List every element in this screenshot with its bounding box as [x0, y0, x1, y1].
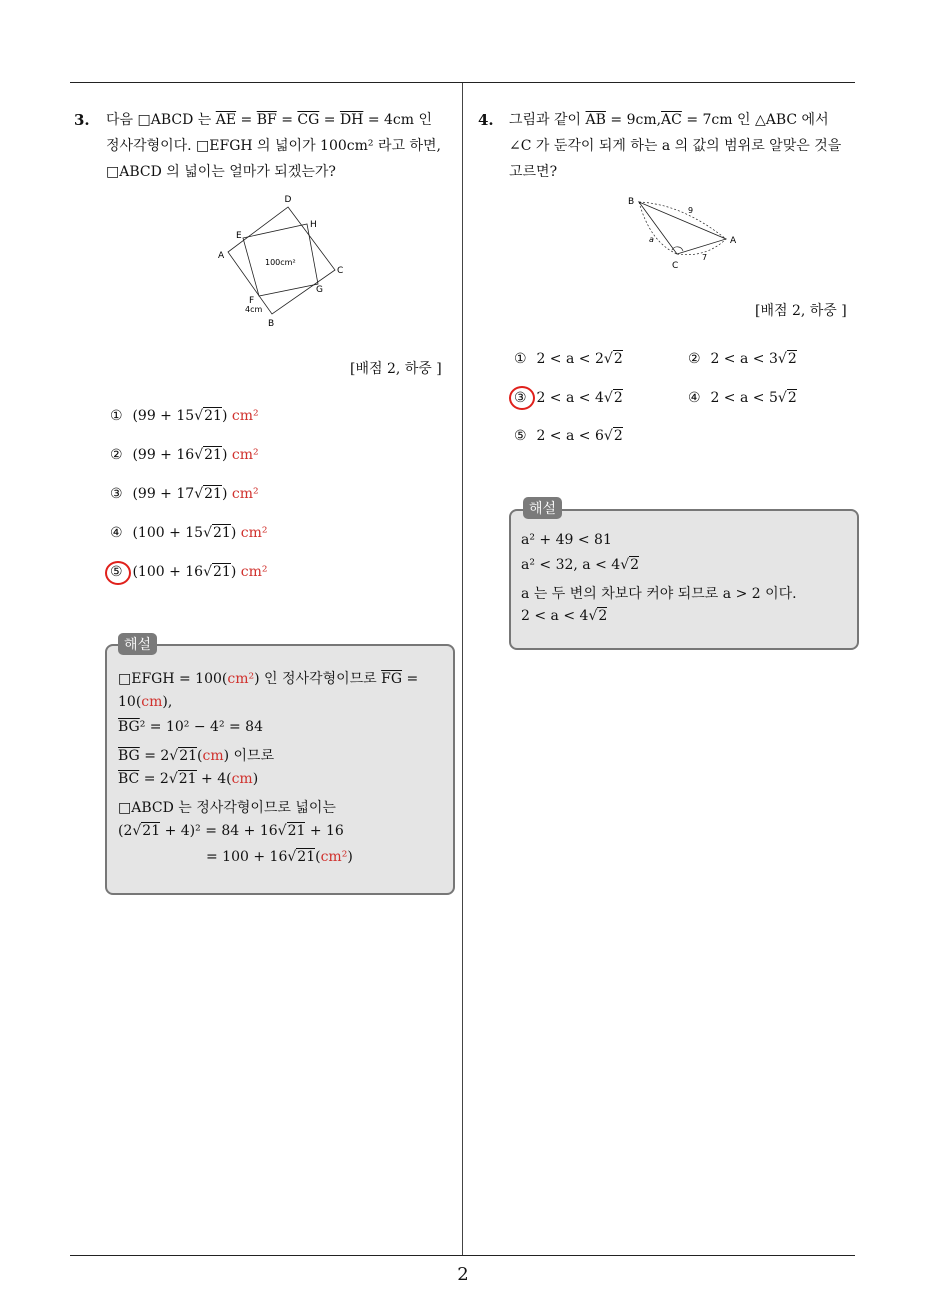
q3-eq-1: =: [240, 112, 253, 128]
q3-choice-1[interactable]: ① (99 + 15√21) cm²: [110, 408, 259, 424]
label-h: H: [310, 220, 317, 230]
sol-text: = 2: [143, 771, 169, 787]
choice-expr: 2 < a < 6: [536, 428, 604, 444]
choice-number: ④: [688, 390, 701, 406]
side-label-ab: 9: [688, 206, 694, 215]
choice-number: ①: [514, 351, 527, 367]
sol-root: 21: [297, 849, 316, 865]
choice-root: 2: [613, 351, 623, 367]
q3-sol-line-1: [118, 668, 418, 688]
choice-number: ②: [110, 447, 123, 463]
q3-choice-3[interactable]: ③ (99 + 17√21) cm²: [110, 486, 259, 502]
q3-choice-5[interactable]: ⑤ (100 + 16√21) cm²: [110, 564, 268, 580]
sol-text: (: [315, 849, 321, 865]
choice-unit: cm²: [240, 525, 268, 541]
choice-unit: cm²: [231, 408, 259, 424]
q4-choice-2[interactable]: ② 2 < a < 3√2: [688, 351, 797, 367]
choice-expr: 2 < a < 3: [710, 351, 778, 367]
question-4-text: [509, 107, 859, 185]
segment-cg: $\overline{CG}$: [297, 112, 320, 128]
segment-ae: $\overline{AE}$: [215, 112, 237, 128]
sol-text: =: [406, 671, 419, 687]
square-diagram: [210, 192, 360, 332]
sol-text: = 100 + 16: [206, 849, 288, 865]
side-label-ac: 7: [702, 253, 708, 262]
label-b: B: [268, 319, 275, 329]
q3-sol-line-6: □ABCD 는 정사각형이므로 넓이는: [118, 800, 336, 816]
q4-choice-3[interactable]: ③ 2 < a < 4√2: [514, 390, 623, 406]
choice-expr: (100 + 15: [132, 525, 204, 541]
answer-mark-circle: [509, 386, 535, 410]
side-label-bc: a: [649, 235, 654, 244]
label-g: G: [316, 285, 323, 295]
triangle-abc: [639, 202, 726, 254]
choice-root: 21: [213, 564, 231, 580]
choice-expr-end: ): [221, 408, 228, 424]
label-e: E: [236, 231, 242, 241]
q4-sol-line-2: a² < 32, a < 4√2: [521, 557, 640, 573]
choice-root: 21: [204, 408, 222, 424]
side-label-4cm: 4cm: [245, 305, 263, 314]
q3-line2: 정사각형이다. □EFGH 의 넓이가 100cm² 라고 하면,: [106, 138, 441, 154]
q4-solution-box: [509, 509, 859, 650]
choice-unit: cm²: [231, 486, 259, 502]
choice-expr: (99 + 16: [132, 447, 195, 463]
sol-root: 2: [630, 557, 640, 573]
question-4-number: 4.: [478, 111, 494, 129]
q4-line1-c: = 7cm 인 △ABC 에서: [686, 112, 829, 128]
answer-mark-circle: [105, 561, 131, 585]
sol-unit: cm²: [227, 671, 255, 687]
choice-expr-end: ): [221, 486, 228, 502]
q3-eq-3: =: [323, 112, 336, 128]
segment-ab: $\overline{AB}$: [585, 112, 606, 128]
q4-solution-tag: 해설: [523, 497, 562, 519]
q3-choice-4[interactable]: ④ (100 + 15√21) cm²: [110, 525, 268, 541]
sol-text: ),: [162, 694, 173, 710]
column-divider: [462, 83, 463, 1256]
sol-text: (2: [118, 823, 133, 839]
sol-text: ): [252, 771, 259, 787]
choice-expr-end: ): [221, 447, 228, 463]
choice-unit: cm²: [231, 447, 259, 463]
q4-choice-1[interactable]: ① 2 < a < 2√2: [514, 351, 623, 367]
choice-expr-end: ): [230, 564, 237, 580]
choice-expr: (99 + 15: [132, 408, 195, 424]
choice-expr: (100 + 16: [132, 564, 204, 580]
triangle-diagram: [622, 192, 752, 274]
sol-unit: cm²: [320, 849, 348, 865]
choice-number: ①: [110, 408, 123, 424]
sol-root: 21: [287, 823, 306, 839]
label-d: D: [284, 195, 292, 205]
sol-unit: cm: [202, 748, 224, 764]
q4-sol-line-1: a² + 49 < 81: [521, 532, 612, 548]
choice-root: 21: [213, 525, 231, 541]
q4-line2: ∠C 가 둔각이 되게 하는 a 의 값의 범위로 알맞은 것을: [509, 138, 842, 154]
sol-text: □EFGH = 100(: [118, 671, 228, 687]
choice-number: ③: [110, 486, 123, 502]
page-number: 2: [457, 1264, 469, 1285]
choice-root: 2: [787, 390, 797, 406]
label-c: C: [337, 266, 344, 276]
sol-text: 10(: [118, 694, 142, 710]
sol-root: 21: [179, 748, 198, 764]
q3-sol-line-8: = 100 + 16√21(cm²): [206, 849, 353, 865]
choice-root: 21: [204, 486, 222, 502]
segment-bg: $\overline{BG}$: [118, 719, 140, 735]
q4-sol-line-3: a 는 두 변의 차보다 커야 되므로 a > 2 이다.: [521, 586, 797, 602]
q3-eq-2: =: [281, 112, 293, 128]
area-label: 100cm²: [265, 258, 296, 267]
sol-root: 21: [142, 823, 161, 839]
sol-unit: cm: [231, 771, 253, 787]
bottom-rule: [70, 1255, 855, 1256]
segment-dh: $\overline{DH}$: [339, 112, 364, 128]
sol-root: 2: [598, 608, 608, 624]
q3-line1-a: 다음 □ABCD 는: [106, 112, 212, 128]
choice-expr: 2 < a < 2: [536, 351, 604, 367]
q4-choice-4[interactable]: ④ 2 < a < 5√2: [688, 390, 797, 406]
choice-expr: 2 < a < 5: [710, 390, 778, 406]
sol-text: ) 이므로: [223, 748, 275, 764]
q3-sol-line-7: (2√21 + 4)² = 84 + 16√21 + 16: [118, 823, 344, 839]
choice-number: ④: [110, 525, 123, 541]
q3-sol-line-4: $\overline{BG} = 2√21(cm)$ 이므로: [118, 748, 275, 764]
q4-line3: 고르면?: [509, 164, 558, 180]
sol-unit: cm: [141, 694, 163, 710]
segment-bf: $\overline{BF}$: [256, 112, 277, 128]
label-b: B: [628, 197, 635, 207]
label-f: F: [249, 296, 255, 306]
label-c: C: [672, 261, 679, 271]
segment-ac: $\overline{AC}$: [661, 112, 682, 128]
question-3-score: [배점 2, 하중 ]: [350, 361, 442, 377]
q3-choice-2[interactable]: ② (99 + 16√21) cm²: [110, 447, 259, 463]
sol-text: ² = 10² − 4² = 84: [139, 719, 263, 735]
q3-sol-line-5: $\overline{BC} = 2√21 + 4(cm)$: [118, 771, 259, 787]
choice-expr: (99 + 17: [132, 486, 195, 502]
choice-number: ②: [688, 351, 701, 367]
segment-fg: $\overline{FG}$: [381, 671, 403, 687]
sol-text: a² < 32, a < 4: [521, 557, 621, 573]
label-a: A: [218, 251, 225, 261]
q3-line1-b: = 4cm 인: [367, 112, 433, 128]
sol-text: ) 인 정사각형이므로: [254, 671, 377, 687]
choice-unit: cm²: [240, 564, 268, 580]
choice-expr-end: ): [230, 525, 237, 541]
q4-sol-line-4: 2 < a < 4√2: [521, 608, 608, 624]
q3-solution-tag: 해설: [118, 633, 157, 655]
choice-number: ③: [514, 390, 527, 406]
q3-line3: □ABCD 의 넓이는 얼마가 되겠는가?: [106, 164, 336, 180]
question-3-text: [106, 107, 456, 185]
q4-choice-5[interactable]: ⑤ 2 < a < 6√2: [514, 428, 623, 444]
question-3-number: 3.: [74, 111, 90, 129]
choice-root: 2: [613, 390, 623, 406]
choice-root: 21: [204, 447, 222, 463]
sol-text: ): [347, 849, 353, 865]
question-4-score: [배점 2, 하중 ]: [755, 303, 847, 319]
label-a: A: [730, 236, 737, 246]
sol-text: + 4)² = 84 + 16: [164, 823, 278, 839]
sol-root: 21: [178, 771, 197, 787]
segment-bg: $\overline{BG}$: [118, 748, 140, 764]
segment-bc: $\overline{BC}$: [118, 771, 140, 787]
choice-root: 2: [613, 428, 623, 444]
choice-root: 2: [787, 351, 797, 367]
sol-text: (: [197, 748, 203, 764]
q3-sol-line-3: [118, 719, 263, 735]
sol-text: = 2: [144, 748, 170, 764]
q3-sol-line-2: [118, 694, 172, 710]
sol-text: + 4(: [201, 771, 232, 787]
sol-text: 2 < a < 4: [521, 608, 589, 624]
sol-text: + 16: [309, 823, 344, 839]
q4-line1-b: = 9cm,: [610, 112, 662, 128]
choice-expr: 2 < a < 4: [536, 390, 604, 406]
choice-number: ⑤: [110, 564, 123, 580]
q4-line1-a: 그림과 같이: [509, 112, 582, 128]
choice-number: ⑤: [514, 428, 527, 444]
